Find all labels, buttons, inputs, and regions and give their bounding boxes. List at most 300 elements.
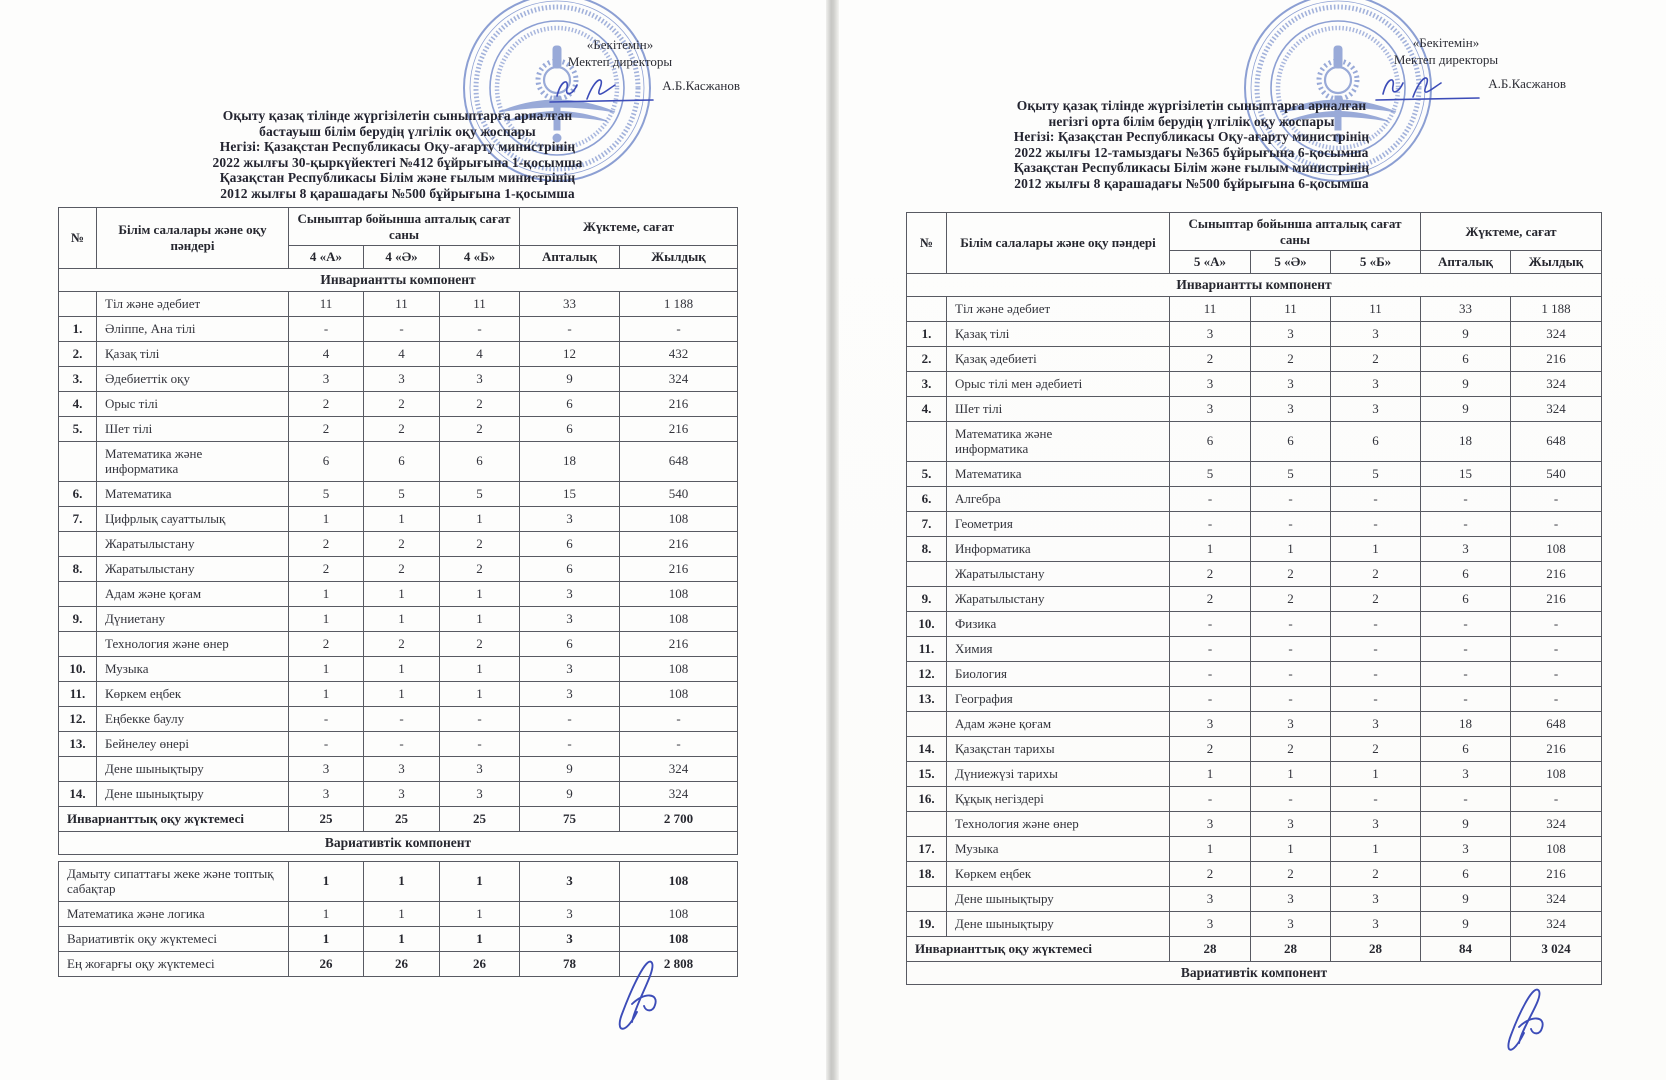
table-cell: 324: [1511, 886, 1602, 911]
table-cell: 9: [520, 756, 620, 781]
table-cell: Геометрия: [947, 511, 1170, 536]
col-header-num: №: [59, 208, 97, 269]
table-cell: Дамыту сипаттағы жеке және топтық сабақтар: [59, 861, 289, 901]
table-row: [907, 786, 1602, 811]
table-row: [59, 291, 738, 316]
table-cell: 1: [1331, 836, 1421, 861]
table-cell: 324: [620, 366, 738, 391]
table-cell: Көркем еңбек: [97, 681, 289, 706]
col-header-yearly: Жылдық: [620, 246, 738, 269]
table-cell: 216: [620, 556, 738, 581]
table-cell: Еңбекке баулу: [97, 706, 289, 731]
table-row: [907, 536, 1602, 561]
table-cell: 11: [1331, 296, 1421, 321]
table-cell: 15: [1421, 461, 1511, 486]
table-cell: 108: [620, 656, 738, 681]
table-cell: Қазақ тілі: [947, 321, 1170, 346]
table-cell: [59, 581, 97, 606]
table-cell: -: [1511, 661, 1602, 686]
table-cell: 1: [289, 861, 364, 901]
table-row: [59, 341, 738, 366]
table-cell: [59, 756, 97, 781]
table-cell: 12: [520, 341, 620, 366]
table-cell: -: [1331, 486, 1421, 511]
table-cell: 4: [289, 341, 364, 366]
table-cell: Вариативтік оқу жүктемесі: [59, 926, 289, 951]
director-signature-icon: [547, 72, 659, 108]
col-header-load: Жүктеме, сағат: [520, 208, 738, 246]
table-cell: -: [1251, 636, 1331, 661]
table-row: [59, 268, 738, 291]
table-cell: 1: [289, 606, 364, 631]
table-cell: 324: [620, 756, 738, 781]
table-cell: Тіл және әдебиет: [97, 291, 289, 316]
table-row: [907, 396, 1602, 421]
table-cell: 7.: [907, 511, 947, 536]
table-row: [907, 661, 1602, 686]
table-cell: 324: [1511, 911, 1602, 936]
document-title: [874, 98, 1509, 192]
table-cell: Музыка: [947, 836, 1170, 861]
table-cell: 2: [1331, 346, 1421, 371]
table-cell: 108: [620, 901, 738, 926]
table-cell: Шет тілі: [97, 416, 289, 441]
table-cell: 9.: [59, 606, 97, 631]
table-cell: 3: [520, 681, 620, 706]
table-cell: 6: [1170, 421, 1251, 461]
table-row: [907, 461, 1602, 486]
table-cell: 2: [1251, 586, 1331, 611]
table-cell: 6: [1421, 736, 1511, 761]
table-cell: [907, 296, 947, 321]
table-cell: 15.: [907, 761, 947, 786]
table-cell: -: [364, 706, 440, 731]
document-title: [60, 108, 735, 202]
table-cell: -: [1511, 786, 1602, 811]
table-cell: 3: [1170, 811, 1251, 836]
table-cell: -: [1331, 786, 1421, 811]
table-cell: 6.: [59, 481, 97, 506]
table-cell: [907, 886, 947, 911]
table-cell: -: [1251, 511, 1331, 536]
table-row: [907, 911, 1602, 936]
table-cell: -: [620, 706, 738, 731]
approval-role: Мектеп директоры: [567, 54, 673, 69]
table-cell: -: [1170, 786, 1251, 811]
table-row: [59, 606, 738, 631]
table-header-row: [907, 213, 1602, 251]
table-cell: Алгебра: [947, 486, 1170, 511]
table-cell: [59, 531, 97, 556]
table-row: [907, 711, 1602, 736]
table-cell: 324: [1511, 371, 1602, 396]
table-cell: 1: [1170, 536, 1251, 561]
table-cell: [907, 421, 947, 461]
table-row: [59, 926, 738, 951]
table-cell: [59, 291, 97, 316]
approval-block: [500, 36, 740, 98]
table-cell: Тіл және әдебиет: [947, 296, 1170, 321]
table-cell: 9: [1421, 371, 1511, 396]
table-cell: 6: [364, 441, 440, 481]
approval-signer: А.Б.Касжанов: [662, 77, 740, 93]
page-footer-signature-icon: [605, 950, 680, 1050]
col-header-classes: Сыныптар бойынша апталық сағат саны: [289, 208, 520, 246]
table-cell: 7.: [59, 506, 97, 531]
table-cell: -: [1421, 636, 1511, 661]
table-cell: 3: [289, 756, 364, 781]
table-cell: 2 808: [620, 951, 738, 976]
table-row: [907, 511, 1602, 536]
table-cell: 648: [1511, 711, 1602, 736]
col-header-class-a: 5 «А»: [1170, 251, 1251, 274]
table-cell: Вариативтік компонент: [59, 831, 738, 854]
approval-label: «Бекітемін»: [1412, 35, 1480, 50]
table-cell: 5: [289, 481, 364, 506]
table-cell: 216: [620, 391, 738, 416]
table-cell: 2: [1251, 346, 1331, 371]
table-row: [59, 806, 738, 831]
table-cell: 2: [1251, 861, 1331, 886]
table-cell: 6.: [907, 486, 947, 511]
table-cell: 1: [440, 901, 520, 926]
table-cell: 324: [620, 781, 738, 806]
table-cell: 9.: [907, 586, 947, 611]
table-row: [907, 321, 1602, 346]
table-cell: -: [1331, 686, 1421, 711]
table-row: [907, 961, 1602, 984]
table-row: [59, 781, 738, 806]
table-cell: 3: [1170, 886, 1251, 911]
table-cell: Дене шынықтыру: [97, 756, 289, 781]
table-row: [59, 506, 738, 531]
table-cell: Инварианттық оқу жүктемесі: [907, 936, 1170, 961]
table-cell: 3: [1170, 321, 1251, 346]
table-cell: 26: [289, 951, 364, 976]
table-cell: 25: [289, 806, 364, 831]
table-cell: 28: [1170, 936, 1251, 961]
table-cell: 5: [1251, 461, 1331, 486]
table-cell: 3: [289, 781, 364, 806]
table-cell: 3: [1170, 711, 1251, 736]
table-cell: 648: [1511, 421, 1602, 461]
col-header-class-b: 5 «Ә»: [1251, 251, 1331, 274]
table-cell: -: [1170, 611, 1251, 636]
table-cell: 2: [1251, 561, 1331, 586]
table-cell: 25: [364, 806, 440, 831]
table-cell: 84: [1421, 936, 1511, 961]
table-cell: 6: [520, 531, 620, 556]
table-cell: 2: [364, 556, 440, 581]
table-row: [907, 761, 1602, 786]
table-cell: -: [1421, 786, 1511, 811]
table-cell: 14.: [907, 736, 947, 761]
table-cell: 6: [289, 441, 364, 481]
table-cell: -: [289, 316, 364, 341]
table-cell: 108: [620, 506, 738, 531]
table-cell: 10.: [59, 656, 97, 681]
table-cell: 1: [364, 681, 440, 706]
table-cell: 3: [1331, 321, 1421, 346]
table-cell: -: [289, 706, 364, 731]
table-cell: -: [440, 706, 520, 731]
table-cell: Дене шынықтыру: [97, 781, 289, 806]
table-cell: Инварианттық оқу жүктемесі: [59, 806, 289, 831]
table-cell: 1: [1251, 536, 1331, 561]
table-cell: 33: [1421, 296, 1511, 321]
table-cell: Көркем еңбек: [947, 861, 1170, 886]
table-cell: 3: [1421, 836, 1511, 861]
table-cell: Жаратылыстану: [947, 586, 1170, 611]
table-cell: 3: [1331, 711, 1421, 736]
table-cell: -: [1511, 511, 1602, 536]
table-cell: -: [620, 316, 738, 341]
table-cell: [59, 631, 97, 656]
table-cell: 216: [1511, 861, 1602, 886]
table-cell: 1: [289, 581, 364, 606]
table-cell: 6: [520, 556, 620, 581]
table-cell: Бейнелеу өнері: [97, 731, 289, 756]
table-cell: 216: [620, 531, 738, 556]
table-row: [59, 556, 738, 581]
table-cell: -: [364, 316, 440, 341]
title-line: Негізі: Қазақстан Республикасы Оқу-ағарту министрінің: [1013, 129, 1370, 145]
table-cell: -: [1251, 686, 1331, 711]
table-cell: 26: [440, 951, 520, 976]
table-cell: 3: [440, 756, 520, 781]
table-cell: 1.: [59, 316, 97, 341]
table-cell: 3: [1251, 911, 1331, 936]
table-cell: Дүниежүзі тарихы: [947, 761, 1170, 786]
table-cell: -: [620, 731, 738, 756]
table-cell: [59, 441, 97, 481]
table-cell: 5: [1331, 461, 1421, 486]
table-cell: 11: [1251, 296, 1331, 321]
table-row: [59, 831, 738, 854]
approval-signer: А.Б.Касжанов: [1488, 75, 1566, 91]
table-row: [59, 581, 738, 606]
table-row: [907, 636, 1602, 661]
table-cell: 8.: [907, 536, 947, 561]
table-cell: 6: [1421, 346, 1511, 371]
table-cell: 3: [1251, 711, 1331, 736]
table-cell: Музыка: [97, 656, 289, 681]
table-row: [59, 756, 738, 781]
table-cell: География: [947, 686, 1170, 711]
page-right: [839, 0, 1666, 1080]
table-cell: 9: [1421, 321, 1511, 346]
curriculum-table-grade4: [58, 207, 738, 855]
table-cell: -: [1511, 636, 1602, 661]
table-cell: -: [1251, 486, 1331, 511]
table-cell: 4.: [59, 391, 97, 416]
col-header-class-c: 4 «Б»: [440, 246, 520, 269]
table-cell: Жаратылыстану: [97, 531, 289, 556]
table-cell: 2: [364, 416, 440, 441]
table-cell: 216: [1511, 561, 1602, 586]
table-cell: 6: [520, 391, 620, 416]
table-cell: 6: [520, 416, 620, 441]
table-cell: 2: [1331, 586, 1421, 611]
table-cell: 216: [1511, 736, 1602, 761]
table-row: [59, 531, 738, 556]
table-cell: Дене шынықтыру: [947, 911, 1170, 936]
table-cell: 5: [1170, 461, 1251, 486]
table-cell: 12.: [907, 661, 947, 686]
table-cell: 1: [364, 506, 440, 531]
table-cell: 2: [440, 416, 520, 441]
table-cell: 9: [1421, 886, 1511, 911]
table-cell: 4: [364, 341, 440, 366]
table-cell: 11.: [59, 681, 97, 706]
table-cell: -: [1331, 661, 1421, 686]
table-cell: 3: [289, 366, 364, 391]
table-row: [59, 861, 738, 901]
table-cell: 1: [289, 656, 364, 681]
title-line: 2012 жылғы 8 қарашадағы №500 бұйрығына 6-қосымша: [1014, 175, 1369, 191]
approval-label: «Бекітемін»: [586, 37, 654, 52]
table-cell: Инвариантты компонент: [907, 273, 1602, 296]
table-cell: 28: [1251, 936, 1331, 961]
table-cell: 10.: [907, 611, 947, 636]
table-cell: 3: [1251, 371, 1331, 396]
table-cell: [907, 561, 947, 586]
table-cell: Қазақ тілі: [97, 341, 289, 366]
table-cell: 9: [1421, 911, 1511, 936]
table-cell: Технология және өнер: [947, 811, 1170, 836]
table-row: [907, 273, 1602, 296]
col-header-num: №: [907, 213, 947, 274]
table-cell: Цифрлық сауаттылық: [97, 506, 289, 531]
table-cell: 78: [520, 951, 620, 976]
table-row: [59, 391, 738, 416]
table-cell: 1: [364, 926, 440, 951]
table-row: [907, 836, 1602, 861]
table-cell: 3: [1170, 371, 1251, 396]
table-cell: 3: [1251, 321, 1331, 346]
table-cell: 6: [1421, 561, 1511, 586]
table-cell: 3: [364, 781, 440, 806]
table-cell: 1: [364, 581, 440, 606]
table-cell: -: [440, 731, 520, 756]
table-cell: Математика: [97, 481, 289, 506]
table-cell: 6: [1251, 421, 1331, 461]
table-cell: 8.: [59, 556, 97, 581]
table-cell: 1: [364, 861, 440, 901]
table-header-row: [59, 208, 738, 246]
table-cell: 1: [364, 901, 440, 926]
table-cell: 11: [440, 291, 520, 316]
table-cell: -: [520, 706, 620, 731]
table-cell: -: [1170, 661, 1251, 686]
table-cell: Адам және қоғам: [97, 581, 289, 606]
table-cell: Қазақстан тарихы: [947, 736, 1170, 761]
table-cell: 9: [520, 366, 620, 391]
table-cell: 2: [1170, 346, 1251, 371]
table-cell: 1: [1170, 836, 1251, 861]
table-cell: 2: [1331, 861, 1421, 886]
table-cell: 3: [1421, 761, 1511, 786]
table-cell: 5.: [59, 416, 97, 441]
table-cell: 18: [1421, 421, 1511, 461]
table-cell: 432: [620, 341, 738, 366]
table-cell: 3: [1331, 371, 1421, 396]
table-cell: Вариативтік компонент: [907, 961, 1602, 984]
table-cell: 3: [1331, 886, 1421, 911]
table-cell: 2: [1331, 736, 1421, 761]
table-cell: [907, 711, 947, 736]
table-cell: 1: [364, 606, 440, 631]
table-cell: Орыс тілі: [97, 391, 289, 416]
table-cell: 4.: [907, 396, 947, 421]
table-cell: 3.: [59, 366, 97, 391]
table-cell: -: [1421, 661, 1511, 686]
table-cell: 2.: [59, 341, 97, 366]
table-cell: 2: [289, 531, 364, 556]
table-row: [907, 421, 1602, 461]
table-cell: -: [1170, 486, 1251, 511]
table-cell: Жаратылыстану: [947, 561, 1170, 586]
table-cell: Инвариантты компонент: [59, 268, 738, 291]
table-cell: 13.: [907, 686, 947, 711]
table-row: [907, 736, 1602, 761]
table-row: [59, 441, 738, 481]
table-cell: 75: [520, 806, 620, 831]
table-cell: Адам және қоғам: [947, 711, 1170, 736]
table-cell: 16.: [907, 786, 947, 811]
table-cell: 1: [1251, 761, 1331, 786]
table-cell: 1: [289, 926, 364, 951]
table-cell: 9: [1421, 396, 1511, 421]
table-cell: 108: [620, 861, 738, 901]
table-cell: 108: [1511, 761, 1602, 786]
table-cell: 1: [1251, 836, 1331, 861]
table-row: [907, 886, 1602, 911]
table-cell: 3: [1251, 396, 1331, 421]
table-cell: 1: [440, 926, 520, 951]
table-cell: 4: [440, 341, 520, 366]
title-line: негізгі орта білім берудің үлгілік оқу жоспары: [1048, 113, 1335, 129]
table-cell: 2: [440, 391, 520, 416]
table-cell: 108: [620, 606, 738, 631]
table-cell: Математика және информатика: [97, 441, 289, 481]
col-header-subject: Білім салалары және оқу пәндері: [97, 208, 289, 269]
table-cell: 15: [520, 481, 620, 506]
table-cell: Биология: [947, 661, 1170, 686]
table-cell: 648: [620, 441, 738, 481]
table-cell: Физика: [947, 611, 1170, 636]
table-cell: 26: [364, 951, 440, 976]
table-cell: 2: [440, 631, 520, 656]
table-cell: 1: [440, 606, 520, 631]
table-cell: 3 024: [1511, 936, 1602, 961]
table-cell: 108: [1511, 536, 1602, 561]
title-line: 2012 жылғы 8 қарашадағы №500 бұйрығына 1-қосымша: [220, 185, 575, 201]
table-cell: 1: [289, 506, 364, 531]
table-cell: 108: [620, 681, 738, 706]
table-cell: 540: [620, 481, 738, 506]
table-row: [907, 811, 1602, 836]
curriculum-table-grade5: [906, 212, 1602, 985]
table-cell: 6: [440, 441, 520, 481]
table-cell: 3: [440, 366, 520, 391]
table-cell: 13.: [59, 731, 97, 756]
table-row: [59, 681, 738, 706]
table-row: [59, 481, 738, 506]
table-cell: 1: [1331, 536, 1421, 561]
table-cell: 1: [440, 581, 520, 606]
table-cell: 2: [1170, 736, 1251, 761]
